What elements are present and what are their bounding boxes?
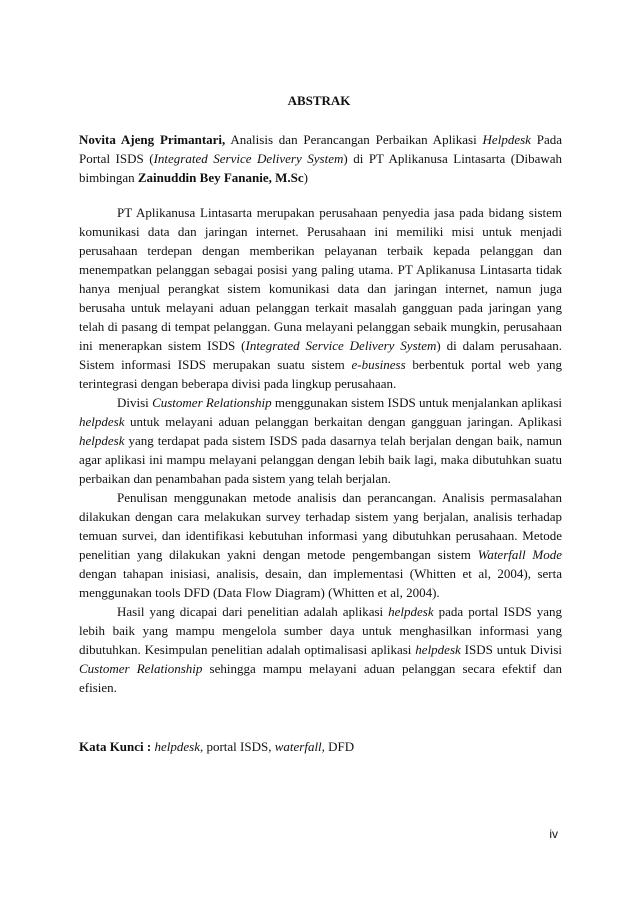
- paragraph-text: Hasil yang dicapai dari penelitian adalah aplikasi: [117, 604, 389, 619]
- keyword: waterfall: [274, 739, 322, 754]
- paragraph-text: dengan tahapan inisiasi, analisis, desain, dan implementasi (Whitten et al, 2004), serta menggunakan tools DFD (Data Flow Diagram) (Whitten et al, 2004).: [79, 566, 562, 600]
- paragraph-italic: Waterfall Mode: [477, 547, 562, 562]
- paragraph-italic: Customer Relationship: [79, 661, 203, 676]
- paragraph-text: yang terdapat pada sistem ISDS pada dasarnya telah berjalan dengan baik, namun agar aplikasi ini mampu melayani pelanggan dengan lebih baik lagi, maka dibutuhkan suatu perbaikan dan penambahan pada sistem yang telah berjalan.: [79, 433, 562, 486]
- paragraph-italic: helpdesk: [388, 604, 434, 619]
- header-text: ): [303, 170, 308, 185]
- page-number: iv: [549, 827, 558, 841]
- keywords-label: Kata Kunci :: [79, 739, 152, 754]
- page-title: ABSTRAK: [287, 93, 351, 108]
- header-text: Pada Portal ISDS (: [79, 132, 563, 166]
- abstract-body: [79, 203, 562, 697]
- paragraph-italic: Integrated Service Delivery System: [245, 338, 437, 353]
- paragraph-3: [79, 488, 562, 602]
- paragraph-italic: e-business: [351, 357, 406, 372]
- paragraph-text: berbentuk portal web yang terintegrasi dengan beberapa divisi pada lingkup perusahaan.: [79, 357, 563, 391]
- paragraph-text: untuk melayani aduan pelanggan berkaitan dengan gangguan jaringan. Aplikasi: [124, 414, 562, 429]
- abstract-header: [79, 130, 562, 187]
- header-italic: Helpdesk: [482, 132, 531, 147]
- paragraph-2: [79, 393, 562, 488]
- paragraph-text: Penulisan menggunakan metode analisis dan perancangan. Analisis permasalahan dilakukan dengan cara melakukan survey terhadap sistem yang berjalan, analisis terhadap temuan survei, dan identifikasi kebutuhan informasi yang dibutuhkan perusahaan. Metode penelitian yang dilakukan yakni dengan metode pengembangan sistem: [79, 490, 562, 562]
- paragraph-text: PT Aplikanusa Lintasarta merupakan perusahaan penyedia jasa pada bidang sistem komunikasi data dan jaringan internet. Perusahaan ini memiliki misi untuk menjadi perusahaan terdepan dengan memberikan pelayanan terbaik kepada pelanggan dan menempatkan pelanggan sebagai posisi yang paling utama. PT Aplikanusa Lintasarta tidak hanya menjual perangkat sistem komunikasi data dan jaringan internet, namun juga berusaha untuk melayani aduan pelanggan terkait masalah gangguan pada jaringan yang telah di pasang di tempat pelanggan. Guna melayani pelanggan sebaik mungkin, perusahaan ini menerapkan sistem ISDS (: [79, 205, 562, 353]
- paragraph-1: [79, 203, 562, 393]
- author-name: Novita Ajeng Primantari,: [79, 132, 226, 147]
- keywords: [79, 737, 562, 756]
- header-italic: Integrated Service Delivery System: [153, 151, 344, 166]
- keyword: , portal ISDS,: [199, 739, 275, 754]
- paragraph-italic: helpdesk: [79, 433, 125, 448]
- paragraph-4: [79, 602, 562, 697]
- paragraph-text: menggunakan sistem ISDS untuk menjalankan aplikasi: [271, 395, 562, 410]
- paragraph-text: ISDS untuk Divisi: [460, 642, 562, 657]
- header-text: ) di PT Aplikanusa Lintasarta (Dibawah bimbingan: [79, 151, 562, 185]
- paragraph-text: ) di dalam perusahaan. Sistem informasi ISDS merupakan suatu sistem: [79, 338, 562, 372]
- paragraph-italic: helpdesk: [79, 414, 125, 429]
- header-text: Analisis dan Perancangan Perbaikan Aplikasi: [225, 132, 483, 147]
- paragraph-italic: helpdesk: [415, 642, 461, 657]
- paragraph-text: Divisi: [117, 395, 153, 410]
- keyword: helpdesk: [154, 739, 200, 754]
- paragraph-text: pada portal ISDS yang lebih baik yang mampu mengelola sumber daya untuk menghasilkan informasi yang dibutuhkan. Kesimpulan penelitian adalah optimalisasi aplikasi: [79, 604, 562, 657]
- advisor-name: Zainuddin Bey Fananie, M.Sc: [137, 170, 304, 185]
- paragraph-text: sehingga mampu melayani aduan pelanggan secara efektif dan efisien.: [79, 661, 562, 695]
- paragraph-italic: Customer Relationship: [152, 395, 272, 410]
- keyword: , DFD: [321, 739, 355, 754]
